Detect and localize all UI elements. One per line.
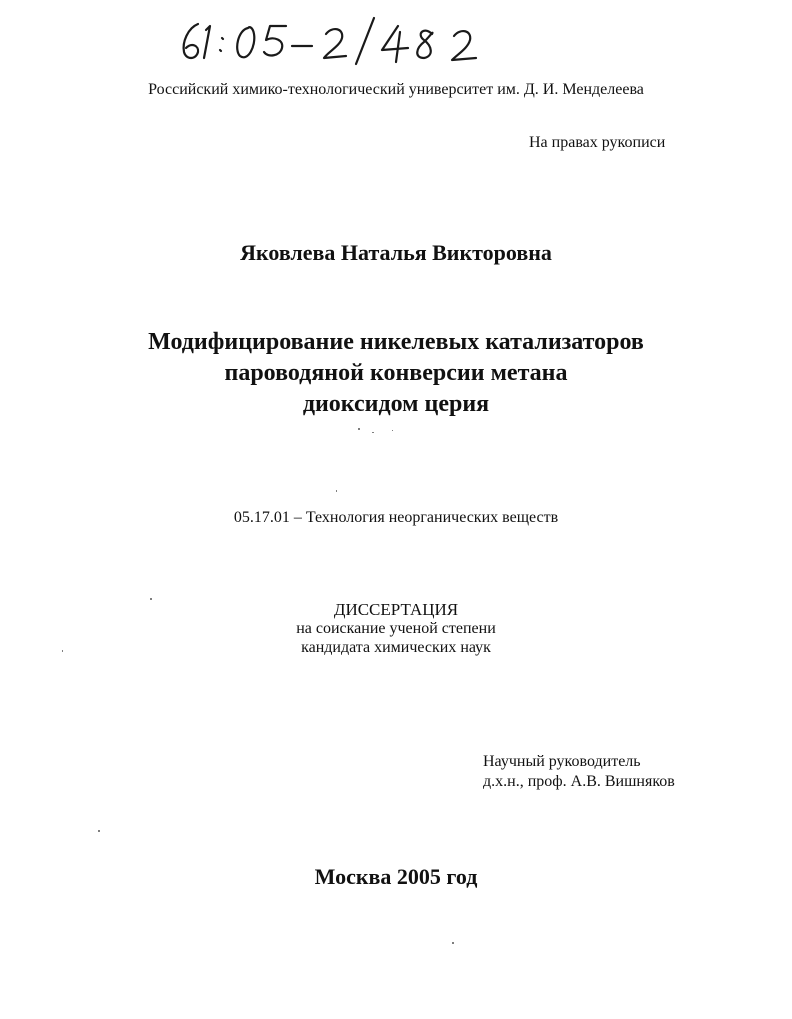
advisor-name: д.х.н., проф. А.В. Вишняков: [483, 773, 675, 790]
degree-label: ДИССЕРТАЦИЯ: [333, 600, 459, 619]
advisor-role: Научный руководитель: [483, 753, 641, 770]
scan-speck: [392, 430, 393, 431]
degree-line: кандидата химических наук: [301, 639, 491, 656]
scan-speck: [62, 650, 63, 652]
scan-speck: [452, 942, 454, 944]
title-line: пароводяной конверсии метана: [224, 360, 568, 386]
dissertation-title: [0, 327, 792, 420]
scan-speck: [372, 432, 374, 433]
scan-speck: [98, 830, 100, 832]
author-name: Яковлева Наталья Викторовна: [240, 240, 552, 265]
specialty-code: 05.17.01 – Технология неорганических веществ: [233, 509, 559, 526]
handwritten-archive-code: [168, 10, 498, 70]
university-name: Российский химико-технологический университет им. Д. И. Менделеева: [148, 81, 644, 98]
degree-block: [0, 600, 792, 657]
degree-line: на соискание ученой степени: [296, 620, 496, 637]
title-line: Модифицирование никелевых катализаторов: [148, 329, 644, 355]
scan-speck: [358, 428, 360, 430]
scan-speck: [336, 490, 337, 492]
manuscript-rights-note: На правах рукописи: [529, 134, 666, 151]
handwritten-code-drawing: [168, 10, 498, 70]
scan-speck: [150, 598, 152, 600]
advisor-block: [483, 752, 675, 792]
title-line: диоксидом церия: [302, 391, 490, 417]
city-year: Москва 2005 год: [314, 864, 478, 889]
